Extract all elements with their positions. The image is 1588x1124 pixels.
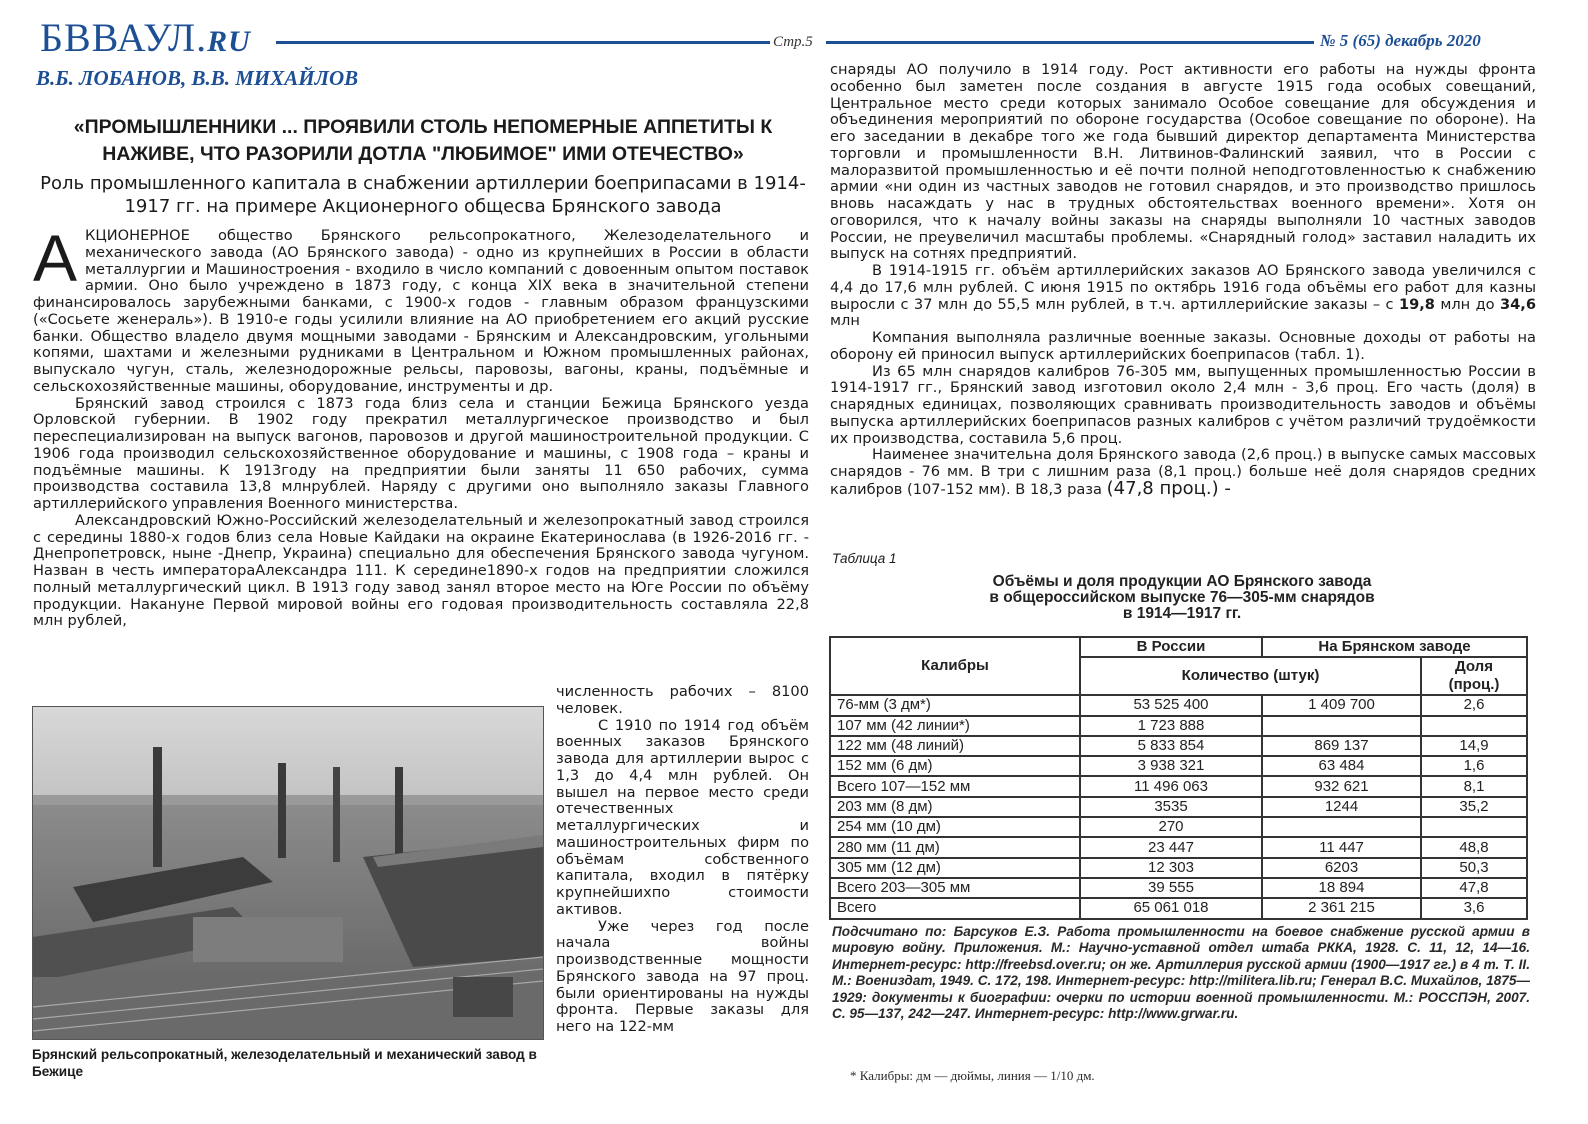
cell-russia: 5 833 854 (1080, 736, 1262, 756)
cell-caliber: Всего 203—305 мм (830, 878, 1080, 898)
header-russia: В России (1080, 637, 1262, 657)
cell-caliber: 203 мм (8 дм) (830, 797, 1080, 817)
table-row (830, 716, 1527, 736)
cell-russia: 270 (1080, 817, 1262, 837)
table-row (830, 898, 1527, 918)
right-paragraph-2-text: В 1914-1915 гг. объём артиллерийских заказов АО Брянского завода увеличился с 4,4 до 17,6 млн рублей. С июня 1915 по октябрь 1916 года объёмы его работ для казны выросли с 37 млн до 55,5 млн рублей, в т.ч. артиллерийские заказы – с (830, 262, 1536, 313)
right-paragraph-2-end: млн (830, 312, 860, 330)
value-34-6: 34,6 (1500, 295, 1537, 313)
right-paragraph-5 (830, 447, 1536, 498)
cell-bryansk: 1 409 700 (1262, 695, 1421, 715)
right-paragraph-3: Компания выполняла различные военные заказы. Основные доходы от работы на оборону ей приносил выпуск артиллерийских боеприпасов (табл. 1). (830, 329, 1536, 363)
header-rule-right (826, 41, 1314, 44)
paragraph-3: Александровский Южно-Российский железоделательный и железопрокатный завод строился с середины 1880-х годов близ села Новые Кайдаки на окраине Екатеринослава (в 1926-2016 гг. - Днепропетровск, ныне -Днепр, Украина) специально для обеспечения Брянского завода чугуном. Назван в честь императораАлександра 111. К середине1890-х годов на предприятии сложился полный металлургический цикл. В 1913 году завод занял второе место на Юге России по объёму продукции. Накануне Первой мировой войны его годовая производительность составляла 22,8 млн рублей, (33, 511, 809, 630)
cell-share: 50,3 (1421, 858, 1527, 878)
article-subtitle: Роль промышленного капитала в снабжении артиллерии боеприпасами в 1914-1917 гг. на примере Акционерного общесва Брянского завода (40, 173, 806, 217)
photo-caption: Брянский рельсопрокатный, железоделательный и механический завод в Бежице (32, 1047, 537, 1079)
cell-bryansk: 11 447 (1262, 837, 1421, 857)
cell-russia: 53 525 400 (1080, 695, 1262, 715)
issue-label: № 5 (65) декабрь 2020 (1320, 31, 1481, 50)
header-rule-left (276, 41, 770, 44)
paragraph-1-text: КЦИОНЕРНОЕ общество Брянского рельсопрокатного, Железоделательного и механического завода (АО Брянского завода) - одно из крупнейших в России в области металлургии и Машиностроения - входило в число компаний с довоенным опытом поставок армии. Оно было учреждено в 1873 году, с конца XIX века в значительной степени финансировалось зарубежными банками, с 1900-х годов - главным образом французскими («Сосьете женераль»). В 1910-е годы усилили влияние на АО приобретением его акций русские банки. Общество владело двумя мощными заводами - Брянским и Александровским, угольными копями, шахтами и железными рудниками в Центральном и Южном промышленных районах, выпускало чугун, сталь, железнодорожные рельсы, паровозы, вагоны, краны, подъёмные и сельскохозяйственные машины, оборудование, инструменты и др. (33, 227, 809, 395)
page-number: Стр.5 (773, 34, 813, 50)
cell-bryansk: 6203 (1262, 858, 1421, 878)
cell-caliber: Всего 107—152 мм (830, 776, 1080, 796)
cell-caliber: 76-мм (3 дм*) (830, 695, 1080, 715)
cell-russia: 12 303 (1080, 858, 1262, 878)
value-19-8: 19,8 (1398, 295, 1435, 313)
cell-caliber: 122 мм (48 линий) (830, 736, 1080, 756)
cell-bryansk: 932 621 (1262, 776, 1421, 796)
table-title-line-3: в 1914—1917 гг. (1122, 605, 1242, 622)
table-row (830, 776, 1527, 796)
table-title (832, 574, 1532, 622)
cell-russia: 3 938 321 (1080, 756, 1262, 776)
table-title-line-2: в общероссийском выпуске 76—305-мм снарядов (989, 589, 1375, 606)
factory-photo (32, 706, 544, 1040)
shell-production-table (829, 636, 1528, 920)
table-body (830, 695, 1527, 918)
cell-caliber: Всего (830, 898, 1080, 918)
cell-bryansk: 63 484 (1262, 756, 1421, 776)
cell-russia: 39 555 (1080, 878, 1262, 898)
cell-caliber: 107 мм (42 линии*) (830, 716, 1080, 736)
table-row (830, 858, 1527, 878)
authors-byline: В.Б. ЛОБАНОВ, В.В. МИХАЙЛОВ (36, 66, 359, 90)
narrow-column (556, 684, 809, 1036)
cell-share: 1,6 (1421, 756, 1527, 776)
header-quantity: Количество (штук) (1080, 657, 1421, 695)
cell-russia: 65 061 018 (1080, 898, 1262, 918)
table-label: Таблица 1 (832, 551, 897, 566)
narrow-paragraph-2: С 1910 по 1914 год объём военных заказов Брянского завода для артиллерии вырос с 1,3 до 4,4 млн рублей. Он вышел на первое место среди отечественных металлургических и машиностроительных фирм по объёмам собственного капитала, входил в пятёрку крупнейшихпо стоимости активов. (556, 716, 809, 918)
factory-photo-image (33, 707, 543, 1039)
cell-caliber: 254 мм (10 дм) (830, 817, 1080, 837)
drop-cap: А (33, 221, 78, 295)
table-title-line-1: Объёмы и доля продукции АО Брянского завода (992, 573, 1372, 590)
cell-share: 48,8 (1421, 837, 1527, 857)
right-column (830, 62, 1536, 499)
cell-share: 35,2 (1421, 797, 1527, 817)
narrow-paragraph-3: Уже через год после начала войны производственные мощности Брянского завода на 97 проц. были ориентированы на нужды фронта. Первые заказы для него на 122-мм (556, 917, 809, 1035)
header-bryansk: На Брянском заводе (1262, 637, 1527, 657)
paragraph-2: Брянский завод строился с 1873 года близ села и станции Бежица Брянского уезда Орловской губернии. В 1902 году прекратил металлургическое производство и был переспециализирован на выпуск вагонов, паровозов и другой машиностроительной продукции. С 1906 года производил сельскохозяйственное оборудование и машины, с 1908 года – краны и подъёмные машины. К 1913году на предприятии были заняты 11 650 рабочих, сумма производства составила 13,8 млнрублей. Наряду с другими оно выполняло заказы Главного артиллерийского управления Военного министерства. (33, 394, 809, 512)
cell-bryansk: 1244 (1262, 797, 1421, 817)
cell-share: 2,6 (1421, 695, 1527, 715)
right-paragraph-1: снаряды АО получило в 1914 году. Рост активности его работы на нужды фронта особенно был заметен после создания в августе 1915 года особых совещаний, Центральное место среди которых занимало Особое совещание для обсуждения и объединения мероприятий по обороне государства (Особое совещание по обороне). На его заседании в декабре того же года бывший директор департамента Министерства торговли и промышленности В.Н. Литвинов-Фалинский заявил, что в России с малоразвитой промышленностью и её почти полной неподготовленностью к снабжению армии «ни один из частных заводов не готовил снарядов, и это производство пришлось вновь насаждать у нас в трудных обстоятельствах военного времени». Хотя он оговорился, что к началу войны заказы на снаряды выполняли 10 частных заводов России, не преувеличил масштабы проблемы. «Снарядный голод» заставил наладить их выпуск на сотнях предприятий. (830, 61, 1536, 263)
cell-bryansk: 18 894 (1262, 878, 1421, 898)
masthead-name: БВВАУЛ. (40, 15, 208, 60)
header-caliber: Калибры (830, 637, 1080, 695)
narrow-paragraph-1: численность рабочих – 8100 человек. (556, 683, 809, 717)
cell-share (1421, 817, 1527, 837)
table-source: Подсчитано по: Барсуков Е.З. Работа промышленности на боевое снабжение русской армии в мировую войну. Приложения. М.: Научно-уставной отдел штаба РККА, 1928. С. 11, 12, 14—16. Интернет-ресурс: http://freebsd.over.ru; он же. Артиллерия русской армии (1900—1917 гг.) в 4 т. Т. II. М.: Воениздат, 1949. С. 172, 198. Интернет-ресурс: http://militera.lib.ru; Генерал В.С. Михайлов, 1875—1929: документы к биографии: очерки по истории военной промышленности. М.: РОССПЭН, 2007. С. 95—137, 242—247. Интернет-ресурс: http://www.grwar.ru. (832, 924, 1530, 1022)
right-paragraph-5-big: (47,8 проц.) - (1106, 477, 1231, 499)
cell-share: 47,8 (1421, 878, 1527, 898)
masthead-logo (40, 14, 251, 61)
cell-russia: 3535 (1080, 797, 1262, 817)
right-paragraph-2 (830, 263, 1536, 330)
right-paragraph-5-text: Наименее значительна доля Брянского завода (2,6 проц.) в выпуске самых массовых снарядов - 76 мм. В три с лишним раза (8,1 проц.) больше неё доля снарядов средних калибров (107-152 мм). В 18,3 раза (830, 446, 1536, 498)
right-paragraph-2-mid: млн до (1440, 295, 1495, 313)
cell-bryansk (1262, 716, 1421, 736)
cell-caliber: 152 мм (6 дм) (830, 756, 1080, 776)
table-row (830, 817, 1527, 837)
cell-caliber: 280 мм (11 дм) (830, 837, 1080, 857)
table-row (830, 756, 1527, 776)
table-footnote: * Калибры: дм — дюймы, линия — 1/10 дм. (850, 1068, 1095, 1083)
left-column (33, 221, 809, 630)
article-headline: «ПРОМЫШЛЕННИКИ ... ПРОЯВИЛИ СТОЛЬ НЕПОМЕРНЫЕ АППЕТИТЫ К НАЖИВЕ, ЧТО РАЗОРИЛИ ДОТЛА "ЛЮБИМОЕ" ИМИ ОТЕЧЕСТВО» (73, 116, 773, 165)
right-paragraph-4: Из 65 млн снарядов калибров 76-305 мм, выпущенных промышленностью России в 1914-1917 гг., Брянский завод изготовил около 2,4 млн - 3,6 проц. Его часть (доля) в снарядных единицах, позволяющих сравнивать производительность заводов и объёмы выпуска артиллерийских боеприпасов разных калибров с учётом различий трудоёмкости их производства, составила 5,6 проц. (830, 362, 1536, 447)
cell-share: 8,1 (1421, 776, 1527, 796)
cell-russia: 11 496 063 (1080, 776, 1262, 796)
masthead-suffix: RU (207, 25, 251, 58)
table-row (830, 837, 1527, 857)
header-share: Доля (проц.) (1421, 657, 1527, 695)
cell-caliber: 305 мм (12 дм) (830, 858, 1080, 878)
paragraph-1 (33, 221, 809, 396)
cell-share: 3,6 (1421, 898, 1527, 918)
table-row (830, 797, 1527, 817)
cell-bryansk: 2 361 215 (1262, 898, 1421, 918)
cell-russia: 23 447 (1080, 837, 1262, 857)
table-row (830, 736, 1527, 756)
table-row (830, 878, 1527, 898)
cell-bryansk: 869 137 (1262, 736, 1421, 756)
cell-russia: 1 723 888 (1080, 716, 1262, 736)
cell-share: 14,9 (1421, 736, 1527, 756)
table-row (830, 695, 1527, 715)
cell-bryansk (1262, 817, 1421, 837)
cell-share (1421, 716, 1527, 736)
